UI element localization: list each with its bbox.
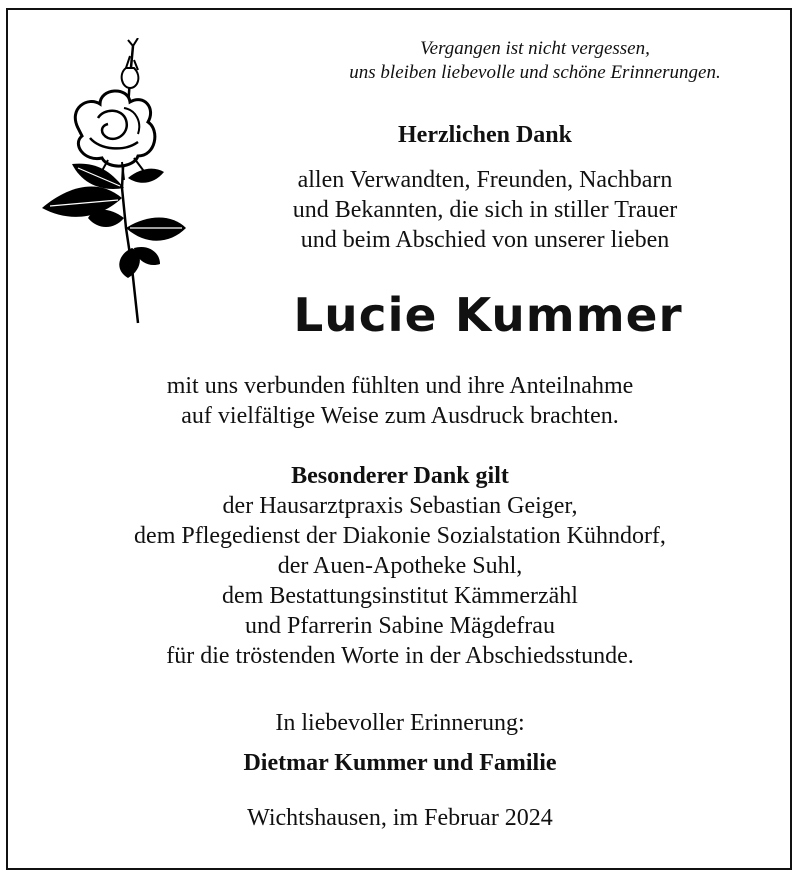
closing-phrase: In liebevoller Erinnerung: [275,710,525,736]
special-thanks-line: der Auen-Apotheke Suhl, [277,553,523,579]
signature: Dietmar Kummer und Familie [243,750,557,776]
quote-line-1: Vergangen ist nicht vergessen, [420,38,650,59]
special-thanks-line: der Hausarztpraxis Sebastian Geiger, [222,493,578,519]
rose-icon [38,38,188,328]
intro-line-2: und Bekannten, die sich in stiller Trauer [292,197,678,223]
special-thanks-heading: Besonderer Dank gilt [291,463,509,489]
special-thanks-line: dem Pflegedienst der Diakonie Sozialstation Kühndorf, [134,523,666,549]
intro-line-1: allen Verwandten, Freunden, Nachbarn [297,167,673,193]
body-line-2: auf vielfältige Weise zum Ausdruck brachten. [181,403,619,429]
special-thanks-line: und Pfarrerin Sabine Mägdefrau [245,613,555,639]
special-thanks-line: dem Bestattungsinstitut Kämmerzähl [222,583,578,609]
quote-line-2: uns bleiben liebevolle und schöne Erinnerungen. [349,62,721,83]
place-date: Wichtshausen, im Februar 2024 [247,805,553,831]
intro-line-3: und beim Abschied von unserer lieben [300,227,670,253]
heading: Herzlichen Dank [398,122,572,148]
body-line-1: mit uns verbunden fühlten und ihre Anteilnahme [166,373,634,399]
deceased-name: Lucie Kummer [293,288,683,342]
special-thanks-line: für die tröstenden Worte in der Abschiedsstunde. [166,643,634,669]
